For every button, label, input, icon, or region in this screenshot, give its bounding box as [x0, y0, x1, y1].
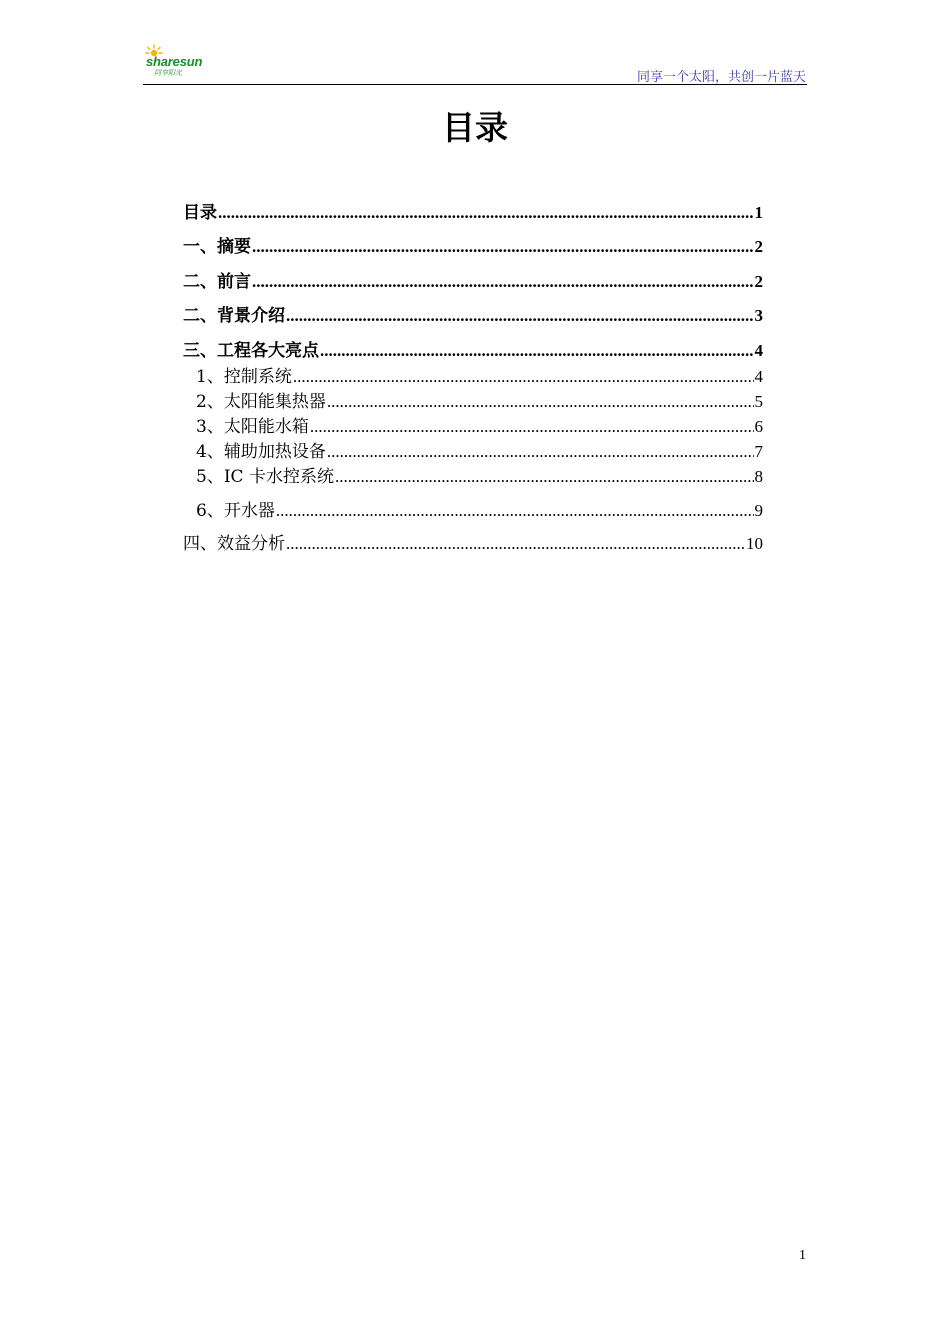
toc-entry-benefit-analysis[interactable]: [183, 522, 763, 557]
toc-leader-dots: [320, 339, 754, 363]
toc-entry-label: 6、开水器: [196, 500, 275, 521]
toc-entry-label: 4、辅助加热设备: [196, 441, 326, 462]
toc-entry-solar-collector[interactable]: [183, 388, 763, 413]
toc-leader-dots: [218, 201, 754, 225]
toc-entry-label: 3、太阳能水箱: [196, 416, 309, 437]
toc-entry-water-boiler[interactable]: [183, 488, 763, 522]
header-divider: [143, 84, 807, 85]
logo-subtitle: 同享阳光: [154, 69, 182, 77]
toc-entry-label: 三、工程各大亮点: [183, 340, 319, 361]
toc-entry-label: 二、前言: [183, 271, 251, 292]
toc-entry-page: 9: [754, 500, 763, 520]
toc-leader-dots: [276, 500, 754, 522]
toc-entry-label: 5、IC 卡水控系统: [196, 466, 334, 487]
toc-entry-page: 4: [754, 366, 763, 386]
toc-entry-label: 一、摘要: [183, 237, 251, 257]
toc-leader-dots: [327, 391, 754, 413]
logo-wordmark: sharesun: [146, 54, 203, 69]
table-of-contents: [183, 190, 763, 556]
toc-entry-label: 目录: [183, 202, 217, 223]
toc-entry-page: 2: [754, 271, 763, 291]
toc-entry-page: 4: [754, 340, 763, 360]
toc-entry-page: 1: [754, 202, 763, 222]
toc-entry-label: 2、太阳能集热器: [196, 391, 326, 412]
toc-entry-highlights[interactable]: [183, 328, 763, 363]
sharesun-logo: [144, 44, 216, 78]
toc-entry-page: 7: [754, 441, 763, 461]
toc-leader-dots: [252, 235, 754, 259]
toc-leader-dots: [286, 532, 745, 556]
toc-leader-dots: [310, 416, 754, 438]
toc-entry-label: 四、效益分析: [183, 534, 285, 554]
toc-entry-page: 2: [754, 237, 763, 256]
toc-entry-background[interactable]: [183, 294, 763, 329]
toc-leader-dots: [252, 270, 754, 294]
toc-entry-aux-heating[interactable]: [183, 438, 763, 463]
toc-entry-control-system[interactable]: [183, 363, 763, 388]
toc-entry-page: 8: [754, 466, 763, 486]
toc-entry-page: 10: [746, 534, 763, 553]
toc-entry-solar-tank[interactable]: [183, 413, 763, 438]
toc-leader-dots: [293, 366, 754, 388]
toc-entry-label: 二、背景介绍: [183, 306, 285, 326]
toc-leader-dots: [327, 441, 754, 463]
page-title: 目录: [442, 108, 508, 147]
toc-entry-page: 6: [754, 416, 763, 436]
toc-leader-dots: [335, 466, 754, 488]
toc-entry-summary[interactable]: [183, 225, 763, 260]
toc-leader-dots: [286, 304, 754, 328]
toc-entry-ic-card-system[interactable]: [183, 463, 763, 488]
toc-entry-preface[interactable]: [183, 259, 763, 294]
page-number: 1: [799, 1248, 806, 1263]
header-slogan: 同享一个太阳，共创一片蓝天: [636, 70, 806, 85]
toc-entry-label: 1、控制系统: [196, 366, 292, 387]
toc-entry-page: 5: [754, 391, 763, 411]
toc-entry-contents[interactable]: [183, 190, 763, 225]
toc-entry-page: 3: [754, 306, 763, 325]
